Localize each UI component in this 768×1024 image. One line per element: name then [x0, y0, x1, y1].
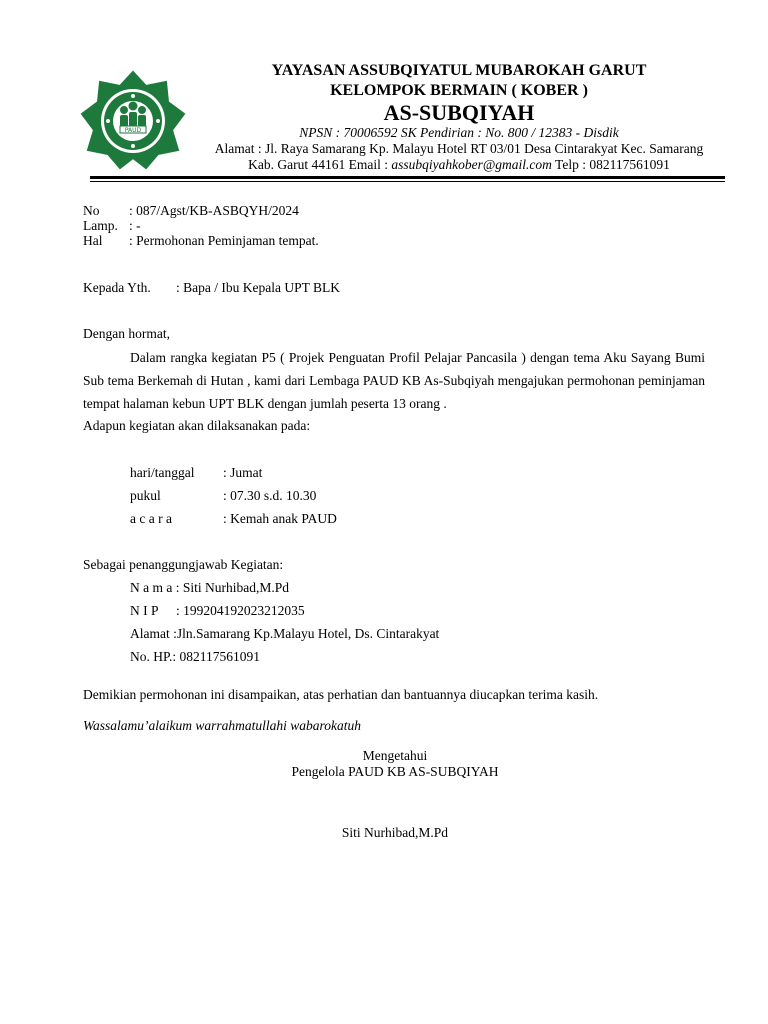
contact-line [190, 157, 728, 173]
meta-lamp-value: : - [129, 218, 141, 233]
kober-emblem-icon [80, 70, 186, 170]
logo-label: PAUD [124, 127, 142, 134]
pj-intro: Sebagai penanggungjawab Kegiatan: [83, 557, 284, 572]
meta-no-label: No [83, 203, 100, 218]
foundation-name: YAYASAN ASSUBQIYATUL MUBAROKAH GARUT [271, 62, 647, 79]
schedule-event-label: a c a r a [130, 511, 172, 526]
schedule-event-value: : Kemah anak PAUD [223, 511, 337, 526]
meta-no-value: : 087/Agst/KB-ASBQYH/2024 [129, 203, 299, 218]
schedule-intro: Adapun kegiatan akan dilaksanakan pada: [83, 418, 311, 433]
recipient-value: : Bapa / Ibu Kepala UPT BLK [176, 280, 340, 295]
header-rule-thin [90, 181, 725, 182]
school-name: AS-SUBQIYAH [383, 100, 535, 125]
sign-title: Pengelola PAUD KB AS-SUBQIYAH [291, 764, 499, 779]
email-address: assubqiyahkober@gmail.com [391, 157, 552, 172]
pj-phone: No. HP.: 082117561091 [130, 649, 261, 664]
group-name: KELOMPOK BERMAIN ( KOBER ) [330, 82, 588, 99]
meta-hal-value: : Permohonan Peminjaman tempat. [129, 233, 319, 248]
sign-name: Siti Nurhibad,M.Pd [341, 825, 449, 840]
greeting: Dengan hormat, [83, 326, 170, 341]
pj-nip-value: : 199204192023212035 [176, 603, 305, 618]
contact-prefix: Kab. Garut 44161 Email : [248, 157, 392, 172]
meta-hal-label: Hal [83, 233, 103, 248]
salam-text: Wassalamu’alaikum warrahmatullahi wabarokatuh [83, 718, 362, 733]
pj-nip-label: N I P [130, 603, 159, 618]
address-line: Alamat : Jl. Raya Samarang Kp. Malayu Hotel RT 03/01 Desa Cintarakyat Kec. Samarang [214, 141, 704, 156]
recipient-label: Kepada Yth. [83, 280, 151, 295]
body-paragraph [83, 346, 705, 415]
meta-lamp-label: Lamp. [83, 218, 118, 233]
schedule-time-label: pukul [130, 488, 161, 503]
pj-address: Alamat :Jln.Samarang Kp.Malayu Hotel, Ds. Cintarakyat [130, 626, 440, 641]
npsn-line: NPSN : 70006592 SK Pendirian : No. 800 / 12383 - Disdik [299, 125, 619, 140]
pj-name: N a m a : Siti Nurhibad,M.Pd [130, 580, 289, 595]
body-paragraph-text: Dalam rangka kegiatan P5 ( Projek Penguatan Profil Pelajar Pancasila ) dengan tema Aku Sayang Bumi Sub tema Berkemah di Hutan , kami dari Lembaga PAUD KB As-Subqiyah mengajukan permohonan peminjaman tempat halaman kebun UPT BLK dengan jumlah peserta 13 orang . [83, 350, 705, 411]
sign-acknowledge: Mengetahui [362, 748, 428, 763]
schedule-day-label: hari/tanggal [130, 465, 195, 480]
closing-text: Demikian permohonan ini disampaikan, atas perhatian dan bantuannya diucapkan terima kasih. [83, 687, 599, 702]
contact-phone: Telp : 082117561091 [551, 157, 670, 172]
schedule-time-value: : 07.30 s.d. 10.30 [223, 488, 317, 503]
header-rule-thick [90, 176, 725, 179]
schedule-day-value: : Jumat [223, 465, 263, 480]
